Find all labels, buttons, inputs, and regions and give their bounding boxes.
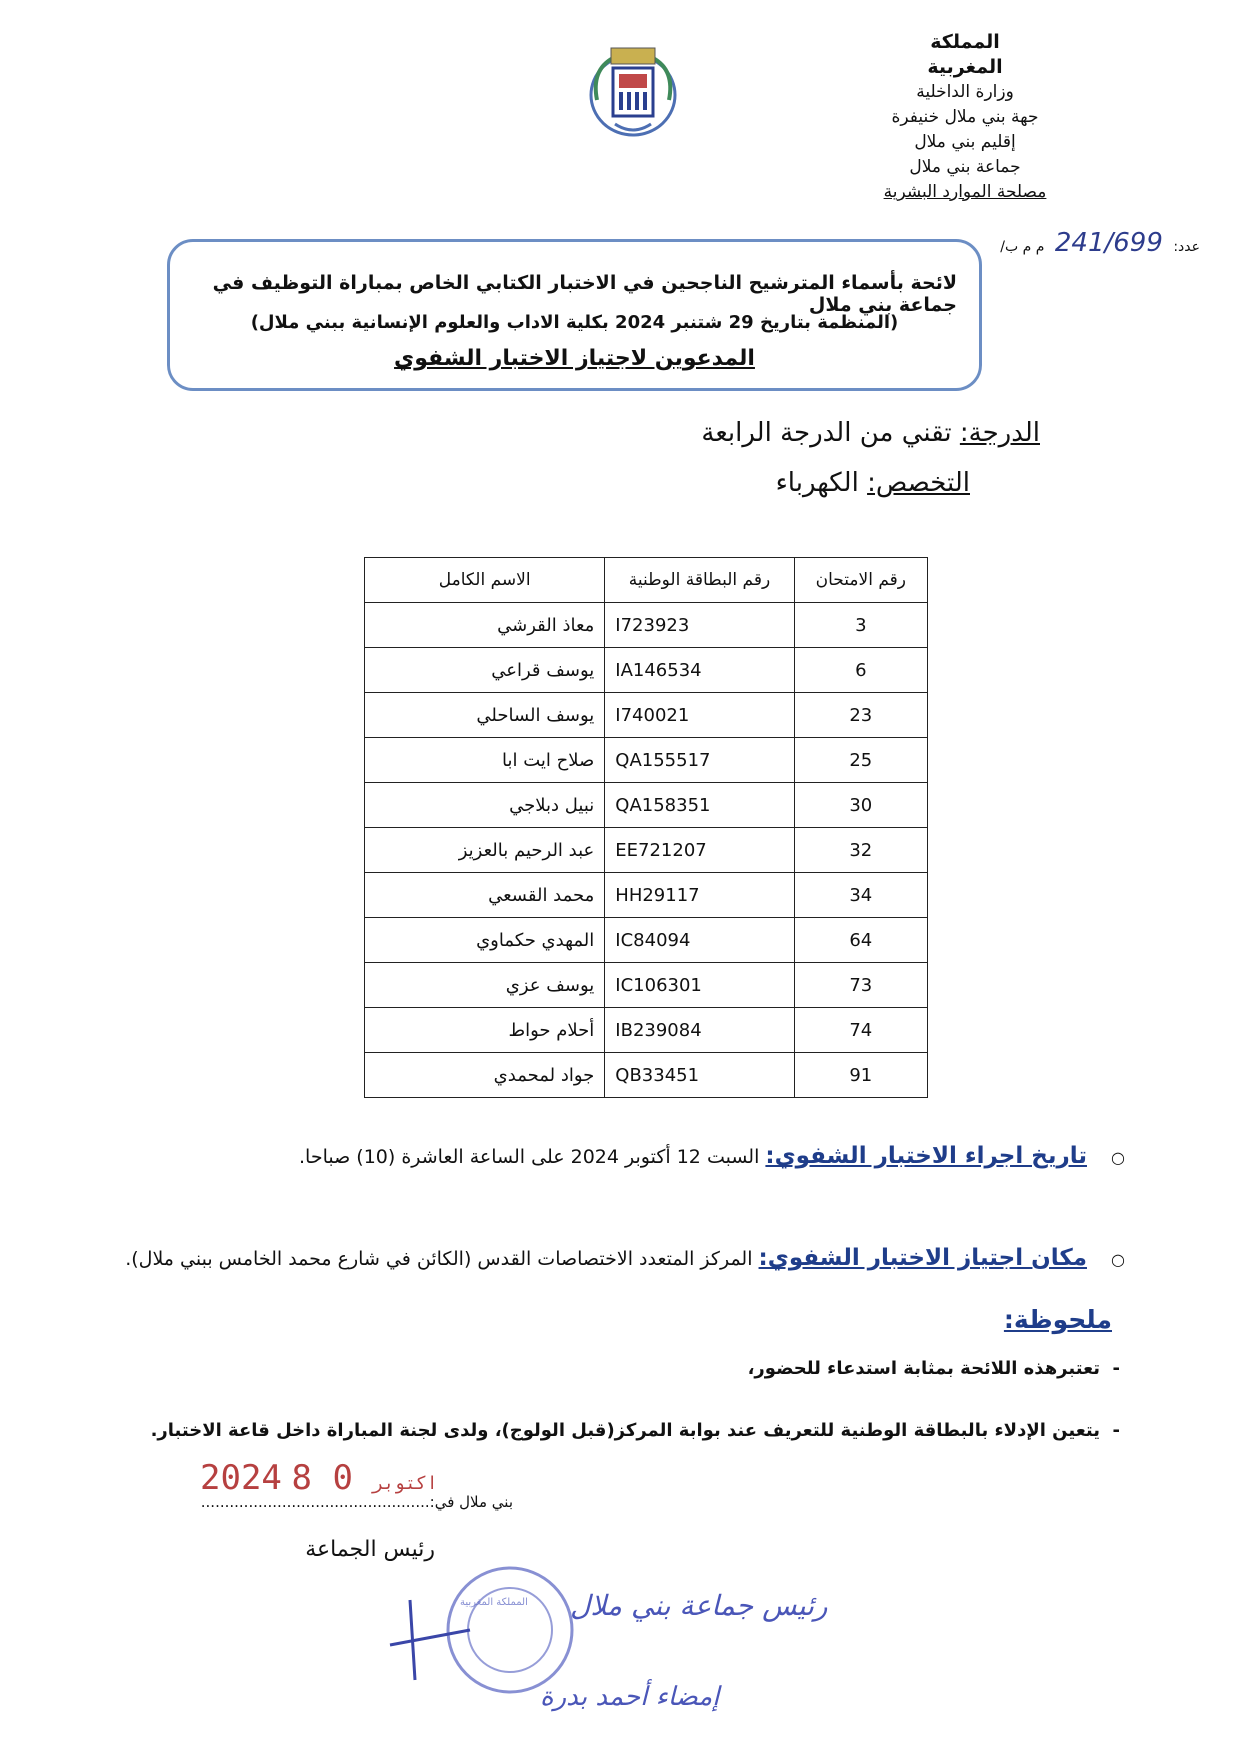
signature-stamp-icon	[230, 1560, 828, 1720]
table-row	[365, 1053, 928, 1098]
header-line: إقليم بني ملال	[914, 132, 1016, 152]
bullet-circle-icon: ○	[1111, 1250, 1125, 1269]
cell-exam: 23	[794, 693, 927, 738]
specialty-label: التخصص:	[867, 468, 970, 498]
cell-cin: I723923	[605, 603, 794, 648]
ref-label: عدد:	[1173, 239, 1200, 255]
table-row	[365, 918, 928, 963]
cell-exam: 91	[794, 1053, 927, 1098]
candidates-table	[364, 557, 928, 1098]
cell-exam: 64	[794, 918, 927, 963]
cell-cin: QA155517	[605, 738, 794, 783]
title-line-1: لائحة بأسماء المترشيح الناجحين في الاختبار الكتابي الخاص بمباراة التوظيف في جماعة بني ملال	[212, 272, 957, 316]
col-name-header: الاسم الكامل	[365, 558, 605, 603]
table-row	[365, 738, 928, 783]
stamp-text: المملكة المغربية	[460, 1597, 528, 1608]
cell-exam: 32	[794, 828, 927, 873]
municipal-crest-icon	[583, 40, 683, 140]
cell-cin: I740021	[605, 693, 794, 738]
ref-value: 241/699	[1054, 228, 1163, 258]
cell-cin: HH29117	[605, 873, 794, 918]
title-line-3: المدعوين لاجتياز الاختبار الشفوي	[394, 346, 755, 371]
note-title: ملحوظة:	[1003, 1305, 1112, 1334]
oral-exam-date	[299, 1143, 1125, 1169]
table-row	[365, 783, 928, 828]
cell-exam: 6	[794, 648, 927, 693]
reference-number	[1000, 228, 1200, 258]
table-row	[365, 603, 928, 648]
header-line: وزارة الداخلية	[916, 82, 1014, 102]
table-row	[365, 873, 928, 918]
president-title: رئيس الجماعة	[305, 1537, 435, 1562]
cell-name: معاذ القرشي	[365, 603, 605, 648]
cell-cin: IA146534	[605, 648, 794, 693]
cell-name: يوسف الساحلي	[365, 693, 605, 738]
date-year: 2024	[200, 1458, 282, 1498]
header-line: جماعة بني ملال	[909, 157, 1021, 177]
cell-cin: QB33451	[605, 1053, 794, 1098]
note-item: - يتعين الإدلاء بالبطاقة الوطنية للتعريف عند بوابة المركز(قبل الولوج)، ولدى لجنة المباراة داخل قاعة الاختبار.	[150, 1420, 1120, 1441]
cell-name: صلاح ايت ابا	[365, 738, 605, 783]
cell-cin: EE721207	[605, 828, 794, 873]
date-day: 0 8	[291, 1458, 353, 1498]
cell-exam: 25	[794, 738, 927, 783]
cell-name: محمد القسعي	[365, 873, 605, 918]
cell-exam: 73	[794, 963, 927, 1008]
col-exam-header: رقم الامتحان	[794, 558, 927, 603]
cell-name: نبيل دبلاجي	[365, 783, 605, 828]
specialty-value: الكهرباء	[775, 468, 859, 498]
place-value: المركز المتعدد الاختصاصات القدس (الكائن في شارع محمد الخامس ببني ملال).	[125, 1248, 753, 1270]
table-row	[365, 828, 928, 873]
date-label: تاريخ اجراء الاختبار الشفوي:	[765, 1143, 1087, 1169]
cell-cin: IC84094	[605, 918, 794, 963]
header-line: المغربية	[927, 56, 1003, 78]
table-row	[365, 648, 928, 693]
note-item-text: تعتبرهذه اللائحة بمثابة استدعاء للحضور،	[747, 1358, 1100, 1379]
cell-cin: IB239084	[605, 1008, 794, 1053]
signature-text: رئيس جماعة بني ملال	[570, 1589, 828, 1622]
signature-name: إمضاء أحمد بدرة	[540, 1682, 720, 1712]
header-line: المملكة	[930, 31, 1000, 53]
header-line: جهة بني ملال خنيفرة	[891, 107, 1039, 127]
cell-cin: QA158351	[605, 783, 794, 828]
cell-exam: 34	[794, 873, 927, 918]
date-month: اكتوبر	[372, 1473, 438, 1494]
place-label: مكان اجتياز الاختبار الشفوي:	[758, 1245, 1087, 1271]
grade-value: تقني من الدرجة الرابعة	[701, 418, 952, 448]
cell-name: جواد لمحمدي	[365, 1053, 605, 1098]
table-header-row	[365, 558, 928, 603]
oral-exam-place	[125, 1245, 1125, 1271]
cell-exam: 3	[794, 603, 927, 648]
date-stamp	[200, 1458, 448, 1498]
cell-cin: IC106301	[605, 963, 794, 1008]
cell-name: يوسف عزي	[365, 963, 605, 1008]
table-row	[365, 1008, 928, 1053]
title-box	[167, 239, 982, 391]
grade-line	[701, 418, 1040, 448]
cell-name: المهدي حكماوي	[365, 918, 605, 963]
table-row	[365, 963, 928, 1008]
note-item-text: يتعين الإدلاء بالبطاقة الوطنية للتعريف عند بوابة المركز(قبل الولوج)، ولدى لجنة المباراة داخل قاعة الاختبار.	[150, 1420, 1100, 1441]
cell-exam: 30	[794, 783, 927, 828]
place-date-line: بني ملال في:................................................	[200, 1493, 513, 1511]
cell-name: يوسف قراعي	[365, 648, 605, 693]
cell-exam: 74	[794, 1008, 927, 1053]
table-row	[365, 693, 928, 738]
grade-label: الدرجة:	[959, 418, 1040, 448]
header-line: مصلحة الموارد البشرية	[883, 182, 1047, 202]
ref-suffix: م م ب/	[1000, 239, 1045, 255]
place-label: بني ملال في:	[429, 1493, 513, 1511]
ministry-header	[835, 30, 1095, 205]
specialty-line	[776, 468, 970, 498]
date-value: السبت 12 أكتوبر 2024 على الساعة العاشرة (10) صباحا.	[299, 1146, 760, 1168]
col-cin-header: رقم البطاقة الوطنية	[605, 558, 794, 603]
cell-name: عبد الرحيم بالعزيز	[365, 828, 605, 873]
note-item: - تعتبرهذه اللائحة بمثابة استدعاء للحضور،	[747, 1358, 1120, 1379]
title-line-2: (المنظمة بتاريخ 29 شتنبر 2024 بكلية الاداب والعلوم الإنسانية ببني ملال)	[250, 312, 899, 333]
bullet-circle-icon: ○	[1111, 1148, 1125, 1167]
cell-name: أحلام حواط	[365, 1008, 605, 1053]
